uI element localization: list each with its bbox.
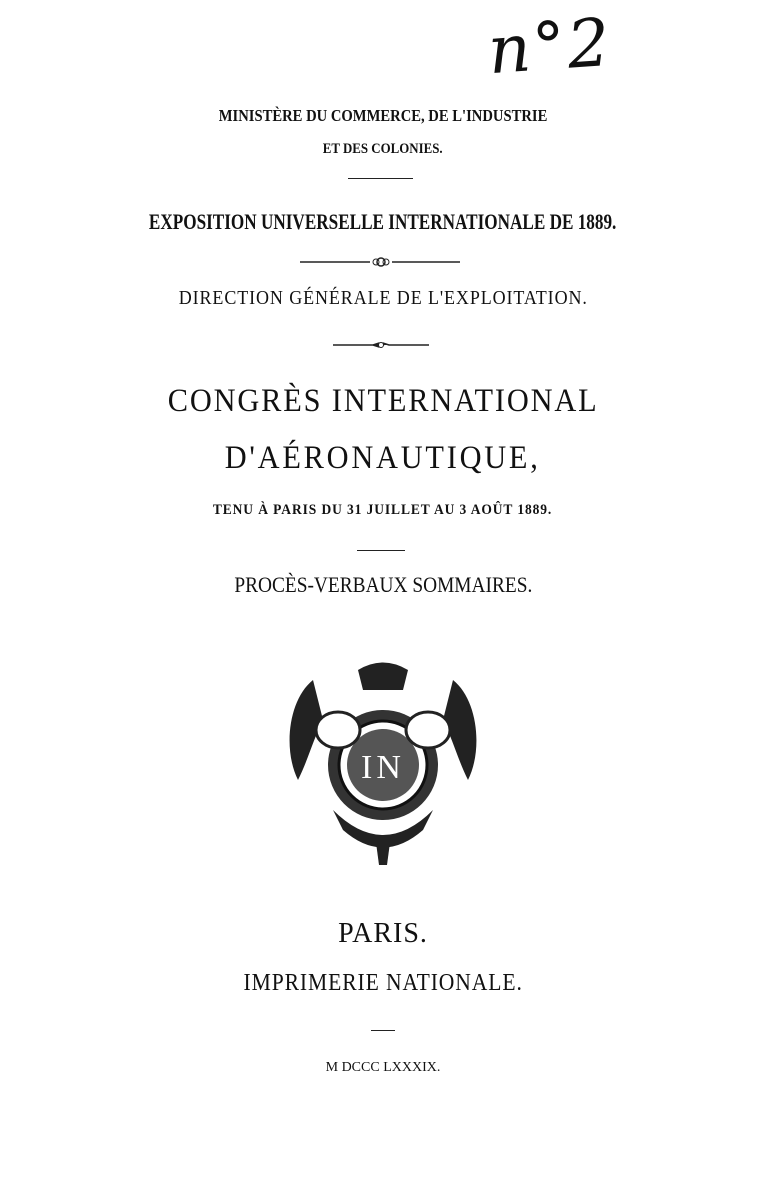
emblem-monogram: IN — [361, 749, 405, 786]
ornament-divider — [300, 256, 462, 268]
subtitle-text: PROCÈS-VERBAUX SOMMAIRES. — [234, 572, 532, 597]
ministry-line-1 — [0, 106, 766, 126]
printer — [0, 970, 766, 997]
ministry-line-2-text: ET DES COLONIES. — [323, 141, 443, 157]
title-line-2 — [0, 440, 766, 477]
imperial-emblem — [283, 660, 483, 870]
divider-rule — [357, 550, 405, 551]
direction-text: DIRECTION GÉNÉRALE DE L'EXPLOITATION. — [178, 287, 588, 309]
title-line-1-text: CONGRÈS INTERNATIONAL — [167, 383, 599, 419]
exposition-heading — [0, 209, 766, 235]
divider-rule — [371, 1030, 395, 1031]
direction-heading — [0, 287, 766, 310]
dates-text: TENU À PARIS DU 31 JUILLET AU 3 AOÛT 1889. — [213, 502, 553, 518]
year — [0, 1060, 766, 1076]
title-line-1 — [0, 383, 766, 420]
ornament-divider-small — [333, 340, 429, 350]
ministry-line-2 — [0, 141, 766, 158]
city — [0, 918, 766, 950]
ministry-line-1-text: MINISTÈRE DU COMMERCE, DE L'INDUSTRIE — [218, 106, 548, 125]
divider-rule — [348, 178, 413, 179]
title-line-2-text: D'AÉRONAUTIQUE, — [225, 440, 541, 476]
handwritten-number-annotation: n°2 — [485, 3, 615, 90]
dates-line — [0, 502, 766, 519]
city-text: PARIS. — [338, 918, 428, 949]
printer-text: IMPRIMERIE NATIONALE. — [243, 970, 523, 996]
subtitle — [0, 572, 766, 598]
year-text: M DCCC LXXXIX. — [325, 1060, 441, 1075]
exposition-text: EXPOSITION UNIVERSELLE INTERNATIONALE DE 1889. — [149, 209, 617, 234]
